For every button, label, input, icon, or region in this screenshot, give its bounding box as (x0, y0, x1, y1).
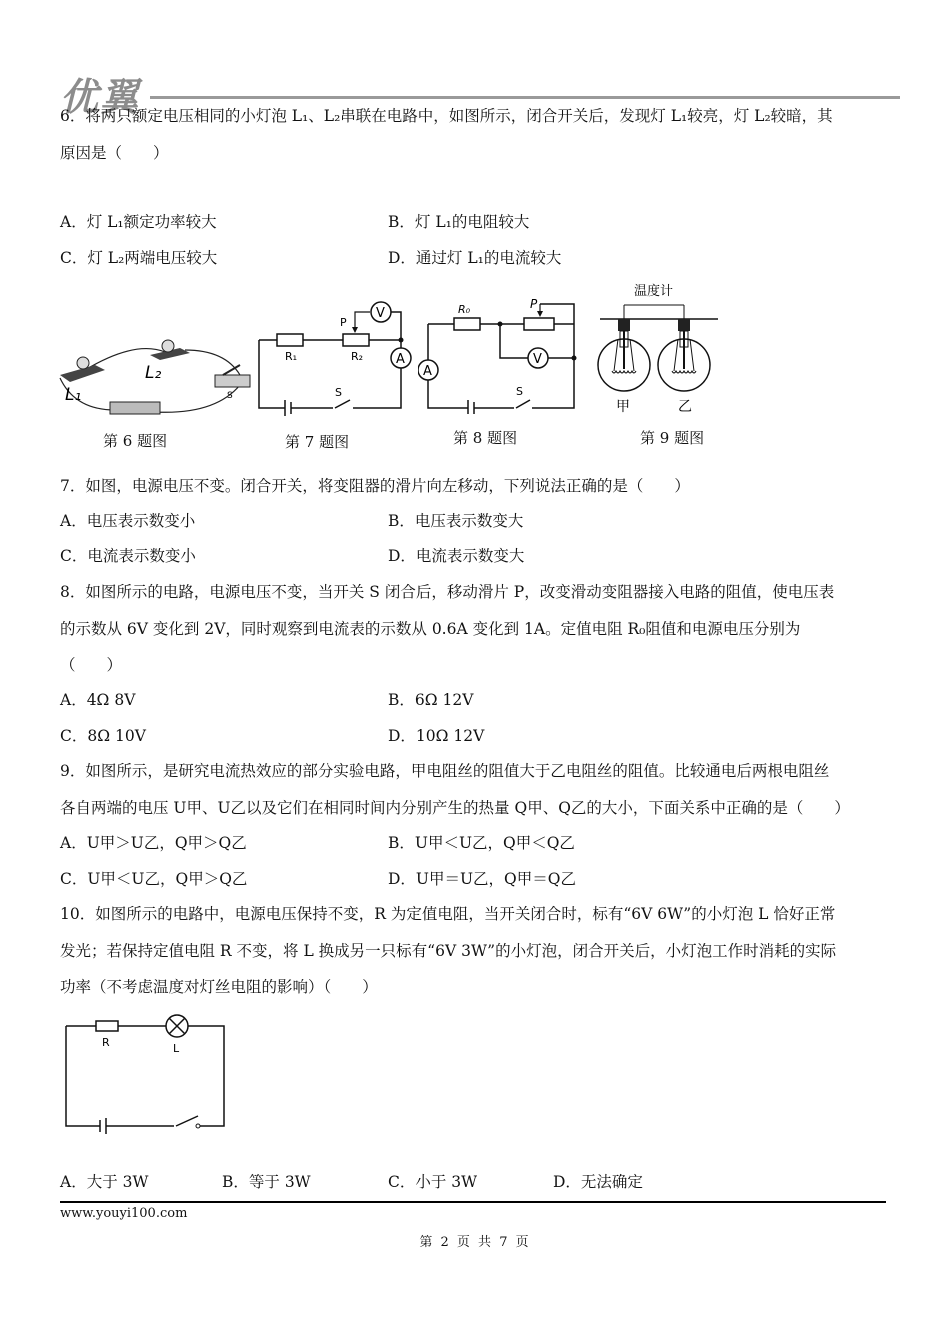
fig7-label-r2: R₂ (351, 350, 364, 363)
q6-option-d: D．通过灯 L₁的电流较大 (388, 249, 562, 267)
fig10-label-l: L (173, 1042, 180, 1055)
q8-stem-line1: 8．如图所示的电路，电源电压不变，当开关 S 闭合后，移动滑片 P，改变滑动变阻器接入电路的阻值，使电压表 (60, 583, 835, 601)
fig8-label-s: S (516, 385, 523, 398)
q7-option-c: C．电流表示数变小 (60, 547, 196, 565)
fig8-label-p: P (530, 297, 538, 311)
q8-stem-line3: （ ） (60, 656, 123, 674)
fig9-label-thermometer: 温度计 (634, 284, 674, 299)
fig7-label-p: P (340, 316, 347, 329)
q6-option-b: B．灯 L₁的电阻较大 (388, 213, 530, 231)
q9-option-d: D．U甲＝U乙，Q甲＝Q乙 (388, 870, 576, 888)
q7-option-d: D．电流表示数变大 (388, 547, 525, 565)
q8-option-d: D．10Ω 12V (388, 727, 485, 745)
q10-option-a: A．大于 3W (60, 1173, 149, 1191)
figure-7-circuit (255, 296, 415, 416)
caption-figure-9: 第 9 题图 (640, 429, 705, 447)
fig9-label-jia: 甲 (616, 399, 630, 415)
fig10-label-r: R (102, 1036, 110, 1049)
header-divider (150, 96, 900, 99)
q6-stem-line1: 6．将两只额定电压相同的小灯泡 L₁、L₂串联在电路中，如图所示，闭合开关后，发现灯 L₁较亮，灯 L₂较暗，其 (60, 107, 833, 125)
fig8-label-v: V (533, 352, 542, 367)
fig8-label-r0: R₀ (458, 303, 471, 316)
q9-option-c: C．U甲＜U乙，Q甲＞Q乙 (60, 870, 248, 888)
q6-option-a: A．灯 L₁额定功率较大 (60, 213, 217, 231)
q10-option-c: C．小于 3W (388, 1173, 478, 1191)
fig7-label-v: V (376, 306, 385, 321)
fig6-label-l2: L₂ (145, 363, 162, 383)
q9-option-a: A．U甲＞U乙，Q甲＞Q乙 (60, 834, 247, 852)
q8-option-c: C．8Ω 10V (60, 727, 146, 745)
q8-option-b: B．6Ω 12V (388, 691, 474, 709)
fig7-label-a: A (396, 352, 405, 367)
fig9-label-yi: 乙 (678, 399, 692, 415)
q10-stem-line1: 10．如图所示的电路中，电源电压保持不变，R 为定值电阻，当开关闭合时，标有“6V 6W”的小灯泡 L 恰好正常 (60, 905, 836, 923)
footer-url: www.youyi100.com (60, 1206, 188, 1221)
footer-divider (60, 1201, 886, 1203)
fig7-label-s: S (335, 386, 342, 399)
q10-option-d: D．无法确定 (553, 1173, 643, 1191)
fig6-label-l1: L₁ (65, 385, 82, 405)
caption-figure-8: 第 8 题图 (453, 429, 518, 447)
caption-figure-6: 第 6 题图 (103, 432, 168, 450)
figure-6-circuit (55, 330, 260, 430)
figure-9-apparatus (594, 279, 724, 419)
caption-figure-7: 第 7 题图 (285, 433, 350, 451)
q7-option-b: B．电压表示数变大 (388, 512, 524, 530)
q10-option-b: B．等于 3W (222, 1173, 311, 1191)
figure-10-circuit (60, 1012, 230, 1142)
q9-option-b: B．U甲＜U乙，Q甲＜Q乙 (388, 834, 575, 852)
fig7-label-r1: R₁ (285, 350, 298, 363)
figure-8-circuit (418, 294, 583, 414)
q7-stem: 7．如图，电源电压不变。闭合开关，将变阻器的滑片向左移动，下列说法正确的是（ ） (60, 477, 690, 495)
q10-stem-line2: 发光；若保持定值电阻 R 不变，将 L 换成另一只标有“6V 3W”的小灯泡，闭合开关后，小灯泡工作时消耗的实际 (60, 942, 837, 960)
q7-option-a: A．电压表示数变小 (60, 512, 196, 530)
q10-stem-line3: 功率（不考虑温度对灯丝电阻的影响）（ ） (60, 978, 378, 996)
q8-stem-line2: 的示数从 6V 变化到 2V，同时观察到电流表的示数从 0.6A 变化到 1A。定值电阻 R₀阻值和电源电压分别为 (60, 620, 801, 638)
q9-stem-line2: 各自两端的电压 U甲、U乙以及它们在相同时间内分别产生的热量 Q甲、Q乙的大小，下面关系中正确的是（ ） (60, 799, 850, 817)
fig8-label-a: A (423, 364, 432, 379)
q6-stem-line2: 原因是（ ） (60, 144, 169, 162)
q6-option-c: C．灯 L₂两端电压较大 (60, 249, 218, 267)
fig6-label-s: S (227, 391, 233, 401)
brand-logo: 优翼 (60, 75, 141, 119)
q9-stem-line1: 9．如图所示，是研究电流热效应的部分实验电路，甲电阻丝的阻值大于乙电阻丝的阻值。比较通电后两根电阻丝 (60, 762, 830, 780)
page-number: 第 2 页 共 7 页 (419, 1235, 531, 1250)
q8-option-a: A．4Ω 8V (60, 691, 136, 709)
